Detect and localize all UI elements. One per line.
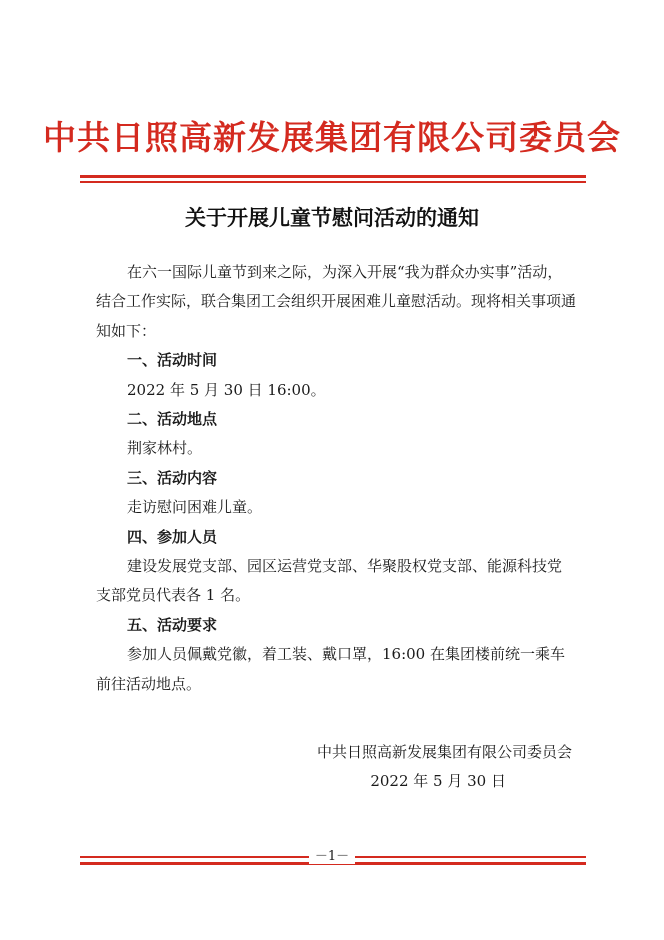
page-number-text: －1－ (309, 849, 355, 864)
section-content-requirements: 参加人员佩戴党徽，着工装、戴口罩，16:00 在集团楼前统一乘车前往活动地点。 (96, 645, 565, 693)
section-content-content: 走访慰问困难儿童。 (127, 498, 263, 517)
signature-date: 2022 年 5 月 30 日 (370, 772, 506, 790)
section-content-time: 2022 年 5 月 30 日 16:00。 (127, 380, 326, 399)
intro-paragraph: 在六一国际儿童节到来之际，为深入开展“我为群众办实事”活动，结合工作实际，联合集团工会组织开展困难儿童慰活动。现将相关事项通知如下： (96, 263, 577, 340)
section-heading-participants: 四、参加人员 (127, 527, 218, 546)
header-rule-thick (80, 175, 586, 178)
section-heading-content: 三、活动内容 (127, 468, 218, 487)
header-rule-thin (80, 181, 586, 183)
signature-org: 中共日照高新发展集团有限公司委员会 (316, 743, 572, 761)
section-heading-location: 二、活动地点 (127, 410, 218, 429)
notice-title: 关于开展儿童节慰问活动的通知 (185, 205, 479, 230)
section-content-location: 荆家林村。 (127, 439, 203, 458)
notice-body (96, 258, 576, 699)
page-number (0, 848, 664, 866)
section-heading-requirements: 五、活动要求 (127, 615, 218, 634)
red-header-title: 中共日照高新发展集团有限公司委员会 (43, 118, 621, 157)
section-content-participants: 建设发展党支部、园区运营党支部、华聚股权党支部、能源科技党支部党员代表各 1 名。 (96, 557, 563, 605)
section-heading-time: 一、活动时间 (127, 351, 218, 370)
